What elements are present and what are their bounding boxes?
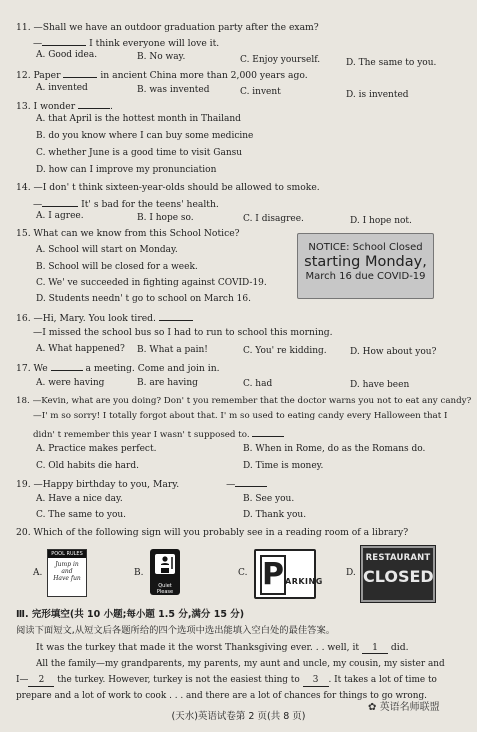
pool-rules-title: POOL RULES bbox=[48, 550, 86, 558]
person-reading-icon bbox=[150, 549, 180, 579]
quiet-please-text bbox=[150, 583, 180, 595]
q12-post: in ancient China more than 2,000 years ago. bbox=[100, 70, 308, 81]
q12-stem bbox=[16, 68, 308, 81]
q14-option-c: C. I disagree. bbox=[243, 214, 304, 224]
q17-option-d: D. have been bbox=[350, 380, 410, 390]
q16-reply: —I missed the school bus so I had to run to school this morning. bbox=[33, 327, 333, 338]
quiet-please-sign bbox=[150, 549, 180, 595]
passage-line-2: All the family—my grandparents, my parents, my aunt and uncle, my cousin, my sister and bbox=[36, 659, 445, 669]
q11-option-c: C. Enjoy yourself. bbox=[240, 55, 321, 65]
watermark bbox=[368, 698, 440, 713]
q11-reply: — I think everyone will love it. bbox=[33, 38, 220, 49]
q18-option-b: B. When in Rome, do as the Romans do. bbox=[243, 444, 426, 454]
q16-stem bbox=[16, 311, 193, 324]
q15-option-b: B. School will be closed for a week. bbox=[36, 262, 198, 272]
pool-rules-line-2: and bbox=[61, 568, 73, 575]
notice-line-3: March 16 due COVID-19 bbox=[305, 271, 426, 282]
q17-option-a: A. were having bbox=[36, 378, 105, 388]
watermark-text: 英语名师联盟 bbox=[379, 702, 440, 713]
q13-option-a: A. that April is the hottest month in Thailand bbox=[36, 114, 241, 124]
q19-option-a: A. Have a nice day. bbox=[36, 494, 123, 504]
q11-option-b: B. No way. bbox=[137, 52, 186, 62]
parking-sign bbox=[254, 549, 323, 599]
wechat-icon: ✿ bbox=[368, 702, 377, 713]
passage-line-1 bbox=[36, 642, 409, 654]
q17-stem bbox=[16, 361, 220, 374]
pool-rules-text bbox=[48, 561, 86, 582]
passage-line-3b: the turkey. However, turkey is not the easiest thing to bbox=[57, 675, 300, 685]
q14-stem: 14. —I don' t think sixteen-year-olds should be allowed to smoke. bbox=[16, 182, 320, 193]
q13-stem: 13. I wonder . bbox=[16, 101, 113, 112]
q20-label-a: A. bbox=[33, 568, 43, 578]
q15-stem: 15. What can we know from this School Notice? bbox=[16, 228, 240, 239]
restaurant-text: RESTAURANT bbox=[365, 553, 431, 563]
q13-stem-text: 13. I wonder bbox=[16, 101, 76, 112]
q16-stem-text: 16. —Hi, Mary. You look tired. bbox=[16, 313, 156, 324]
pool-rules-line-3: Have fun bbox=[53, 575, 81, 582]
section-3-title: Ⅲ. 完形填空(共 10 小题;每小题 1.5 分,满分 15 分) bbox=[16, 609, 245, 620]
q20-label-d: D. bbox=[346, 568, 356, 578]
pool-rules-line-1: Jump in bbox=[55, 561, 79, 568]
quiet-line-2: Please bbox=[156, 589, 174, 595]
q20-label-b: B. bbox=[134, 568, 144, 578]
q18-line-2: —I' m so sorry! I totally forgot about that. I' m so used to eating candy every Halloween that I bbox=[33, 411, 448, 421]
q19-stem: 19. —Happy birthday to you, Mary. — bbox=[16, 477, 267, 490]
q19-option-b: B. See you. bbox=[243, 494, 295, 504]
passage-line-3c: . It takes a lot of time to bbox=[328, 675, 437, 685]
q17-option-b: B. are having bbox=[137, 378, 198, 388]
q11-stem: 11. —Shall we have an outdoor graduation party after the exam? bbox=[16, 22, 319, 33]
passage-line-1b: did. bbox=[390, 642, 409, 653]
q18-line-1: 18. —Kevin, what are you doing? Don' t you remember that the doctor warns you not to eat any candy? bbox=[16, 396, 472, 406]
q15-option-c: C. We' ve succeeded in fighting against COVID-19. bbox=[36, 278, 267, 288]
q11-option-a: A. Good idea. bbox=[36, 50, 98, 60]
q15-option-d: D. Students needn' t go to school on March 16. bbox=[36, 294, 251, 304]
notice-line-2: starting Monday, bbox=[304, 254, 427, 270]
section-3-instructions: 阅读下面短文,从短文后各题所给的四个选项中选出能填入空白处的最佳答案。 bbox=[16, 625, 336, 636]
q18-option-a: A. Practice makes perfect. bbox=[36, 444, 157, 454]
blank-2: 2 bbox=[28, 675, 54, 687]
passage-line-1a: It was the turkey that made it the worst Thanksgiving ever. . . well, it bbox=[36, 642, 360, 653]
school-notice-image bbox=[297, 233, 434, 299]
q12-option-c: C. invent bbox=[240, 87, 281, 97]
q16-option-c: C. You' re kidding. bbox=[243, 346, 327, 356]
q20-label-c: C. bbox=[238, 568, 248, 578]
passage-line-3 bbox=[16, 675, 437, 687]
blank-3: 3 bbox=[303, 675, 329, 687]
q17-option-c: C. had bbox=[243, 379, 273, 389]
passage-line-4: prepare and a lot of work to cook . . . and there are a lot of chances for things to go wrong. bbox=[16, 691, 427, 701]
q18-option-c: C. Old habits die hard. bbox=[36, 461, 139, 471]
parking-p-letter: P bbox=[260, 555, 286, 595]
q16-option-d: D. How about you? bbox=[350, 347, 437, 357]
blank-1: 1 bbox=[362, 642, 388, 654]
q18-line-3 bbox=[33, 427, 284, 441]
q11-option-d: D. The same to you. bbox=[346, 58, 437, 68]
parking-text: ARKING bbox=[285, 577, 323, 586]
q14-reply-text: It' s bad for the teens' health. bbox=[81, 199, 219, 210]
q16-option-a: A. What happened? bbox=[36, 344, 125, 354]
restaurant-closed-sign bbox=[361, 546, 435, 602]
quiet-line-1: Quiet bbox=[158, 583, 172, 589]
q19-option-c: C. The same to you. bbox=[36, 510, 127, 520]
q14-option-b: B. I hope so. bbox=[137, 213, 194, 223]
q13-option-c: C. whether June is a good time to visit Gansu bbox=[36, 148, 243, 158]
q18-line-3-text: didn' t remember this year I wasn' t supposed to. bbox=[33, 430, 250, 440]
closed-text: CLOSED bbox=[363, 567, 434, 586]
q12-option-a: A. invented bbox=[36, 83, 88, 93]
q18-option-d: D. Time is money. bbox=[243, 461, 324, 471]
q19-stem-text: 19. —Happy birthday to you, Mary. bbox=[16, 479, 180, 490]
passage-line-3a: I— bbox=[16, 675, 29, 685]
q12-pre: 12. Paper bbox=[16, 70, 61, 81]
q15-option-a: A. School will start on Monday. bbox=[36, 245, 178, 255]
q13-option-d: D. how can I improve my pronunciation bbox=[36, 165, 217, 175]
q12-option-b: B. was invented bbox=[137, 85, 210, 95]
q14-option-d: D. I hope not. bbox=[350, 216, 412, 226]
pool-rules-sign bbox=[47, 549, 87, 597]
q19-option-d: D. Thank you. bbox=[243, 510, 307, 520]
q14-option-a: A. I agree. bbox=[36, 211, 84, 221]
q20-stem: 20. Which of the following sign will you probably see in a reading room of a library? bbox=[16, 527, 409, 538]
page-footer: (天水)英语试卷第 2 页(共 8 页) bbox=[171, 711, 306, 722]
q11-reply-text: I think everyone will love it. bbox=[89, 38, 220, 49]
q16-option-b: B. What a pain! bbox=[137, 345, 208, 355]
q17-post: a meeting. Come and join in. bbox=[85, 363, 220, 374]
q13-option-b: B. do you know where I can buy some medicine bbox=[36, 131, 254, 141]
q17-pre: 17. We bbox=[16, 363, 48, 374]
notice-line-1: NOTICE: School Closed bbox=[308, 242, 423, 253]
q14-reply: — It' s bad for the teens' health. bbox=[33, 199, 219, 210]
q12-option-d: D. is invented bbox=[346, 90, 409, 100]
